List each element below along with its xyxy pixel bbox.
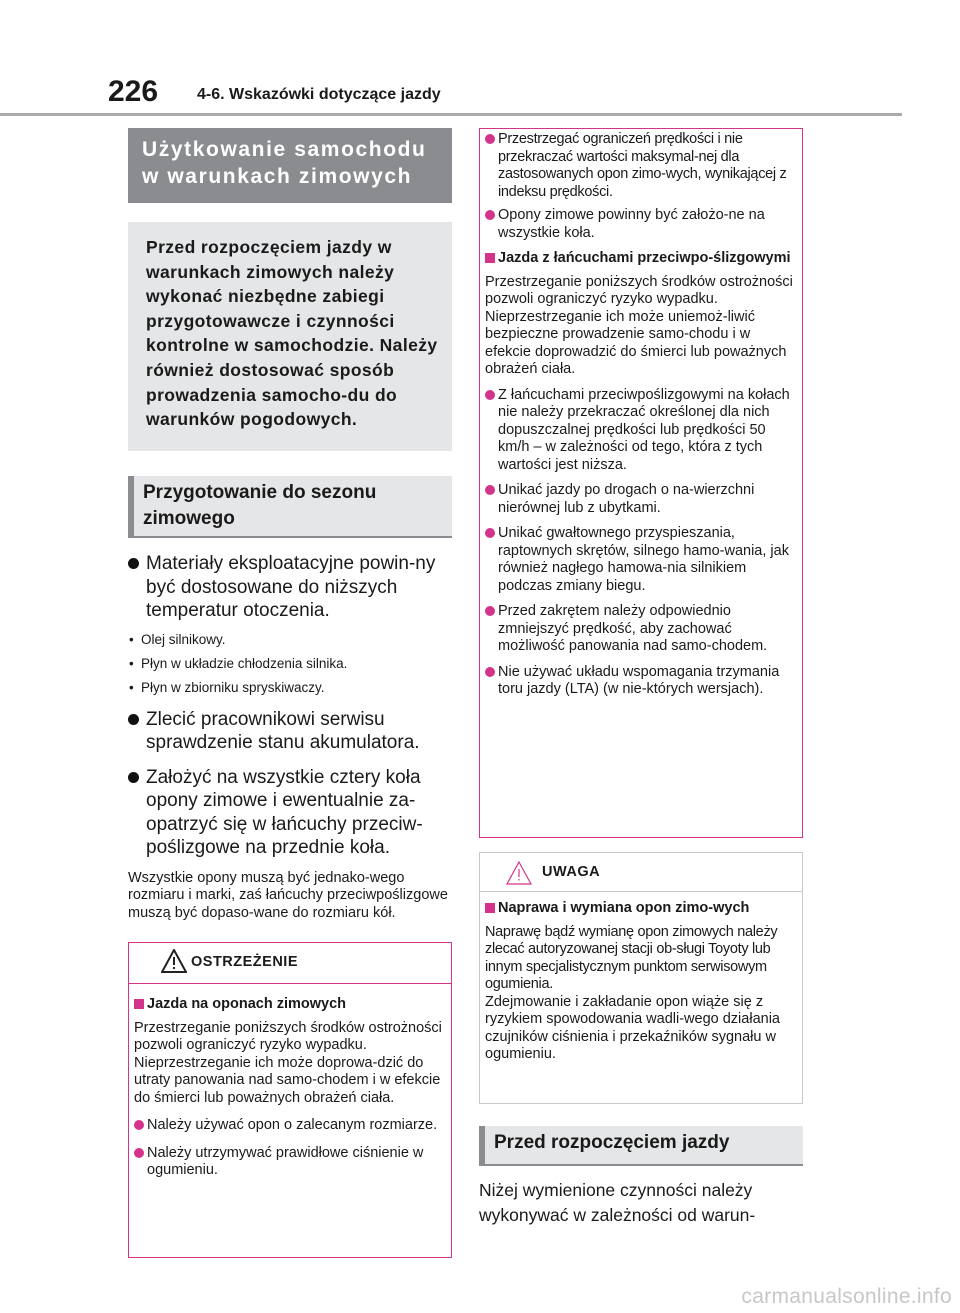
- notice-heading: [485, 900, 794, 918]
- warning-item: [485, 664, 794, 699]
- chapter-title: Użytkowanie samochodu w warunkach zimowych: [128, 128, 452, 203]
- warning-heading-text: Jazda na oponach zimowych: [147, 996, 347, 1012]
- warning-heading: [134, 996, 443, 1014]
- warning-item-text: Należy używać opon o zalecanym rozmiarze.: [147, 1117, 438, 1133]
- warning-item: [485, 525, 794, 595]
- warning-item-text: Nie używać układu wspomagania trzymania toru jazdy (LTA) (w nie-których wersjach).: [498, 663, 780, 697]
- square-bullet-icon: [485, 903, 495, 913]
- warning-header: [129, 943, 451, 984]
- section-title: 4-6. Wskazówki dotyczące jazdy: [197, 86, 441, 103]
- warning-item-text: Opony zimowe powinny być założo-ne na wszystkie koła.: [498, 207, 765, 241]
- bullet-icon: [485, 390, 495, 400]
- warning-body: [480, 129, 802, 709]
- warning-triangle-icon: [161, 949, 187, 973]
- bullet-icon: [485, 485, 495, 495]
- warning-item: [134, 1117, 443, 1135]
- warning-paragraph: Przestrzeganie poniższych środków ostrożności pozwoli ograniczyć ryzyko wypadku.: [134, 1019, 442, 1053]
- bullet-tyres: [128, 766, 452, 860]
- warning-item: [485, 482, 794, 517]
- bullet-battery: [128, 708, 452, 755]
- list-item: • Płyn w układzie chłodzenia silnika.: [128, 655, 452, 673]
- bullet-icon: [128, 772, 139, 783]
- notice-body: [480, 892, 802, 1074]
- square-bullet-icon: [134, 999, 144, 1009]
- warning-item-text: Z łańcuchami przeciwpoślizgowymi na kołach nie należy przekraczać określonej dla nich dopuszczalnej prędkości lub prędkości 50 km/h – w zależności od tego, która z tych wartości jest niższa.: [498, 386, 790, 473]
- bullet-icon: [485, 667, 495, 677]
- right-column: [479, 128, 803, 1227]
- bullet-icon: [134, 1148, 144, 1158]
- bullet-text: Założyć na wszystkie cztery koła opony zimowe i ewentualnie za-opatrzyć się w łańcuchy przeciw-poślizgowe na przednie koła.: [146, 766, 423, 858]
- bullet-icon: [128, 558, 139, 569]
- warning-paragraph: Nieprzestrzeganie ich może doprowa-dzić do utraty panowania nad samo-chodem i w efekcie do śmierci lub poważnych obrażeń ciała.: [134, 1054, 441, 1106]
- notice-box: [479, 852, 803, 1104]
- warning-item-text: Unikać gwałtownego przyspieszania, raptownych skrętów, silnego hamo-wania, jak również nagłego hamowa-nia silnikiem podczas zmiany biegu.: [498, 525, 789, 594]
- subheading-winter-prep: Przygotowanie do sezonu zimowego: [128, 476, 452, 538]
- page-header: [0, 0, 960, 118]
- square-bullet-icon: [485, 253, 495, 263]
- bullet-icon: [485, 134, 495, 144]
- tyre-note: Wszystkie opony muszą być jednako-wego rozmiaru i marki, zaś łańcuchy przeciwpoślizgowe muszą być dopaso-wane do rozmiaru kół.: [128, 869, 448, 921]
- warning-item-text: Należy utrzymywać prawidłowe ciśnienie w ogumieniu.: [147, 1144, 424, 1178]
- notice-paragraph: Zdejmowanie i zakładanie opon wiąże się z ryzykiem spowodowania wadli-wego działania czujników ciśnienia i przekaźników sygnału w ogumieniu.: [485, 993, 780, 1062]
- notice-header: [480, 853, 802, 892]
- warning-item: [485, 603, 794, 656]
- warning-heading: [485, 250, 794, 268]
- bullet-icon: [485, 528, 495, 538]
- warning-item: [134, 1145, 443, 1180]
- warning-body: [129, 984, 451, 1190]
- bullet-icon: [485, 606, 495, 616]
- warning-heading-text: Jazda z łańcuchami przeciwpo-ślizgowymi: [498, 250, 791, 266]
- bullet-icon: [485, 210, 495, 220]
- intro-box: Przed rozpoczęciem jazdy w warunkach zimowych należy wykonać niezbędne zabiegi przygotowawcze i czynności kontrolne w samochodzie. Należy również dostosować sposób prowadzenia samocho-du do warunków pogodowych.: [128, 222, 452, 451]
- bullet-icon: [134, 1120, 144, 1130]
- warning-item: [485, 387, 794, 475]
- caution-triangle-icon: [506, 861, 532, 885]
- page-number: 226: [108, 75, 159, 108]
- bullet-icon: [128, 714, 139, 725]
- warning-paragraph: Przestrzeganie poniższych środków ostrożności pozwoli ograniczyć ryzyko wypadku.: [485, 273, 793, 307]
- warning-paragraph: Nieprzestrzeganie ich może uniemoż-liwić bezpieczne prowadzenie samo-chodu i w efekcie doprowadzić do śmierci lub poważnych obrażeń ciała.: [485, 308, 787, 377]
- bullet-text: Materiały eksploatacyjne powin-ny być dostosowane do niższych temperatur otoczenia.: [146, 553, 436, 621]
- warning-item: [485, 131, 794, 201]
- warning-item: [485, 207, 794, 242]
- watermark: carmanualsonline.info: [741, 1285, 952, 1308]
- notice-heading-text: Naprawa i wymiana opon zimo-wych: [498, 900, 750, 916]
- bullet-fluids: [128, 552, 452, 623]
- subheading-before-driving: Przed rozpoczęciem jazdy: [479, 1126, 803, 1166]
- warning-item-text: Przed zakrętem należy odpowiednio zmniejszyć prędkość, aby zachować możliwość panowania nad samo-chodem.: [498, 603, 768, 654]
- warning-box-continued: [479, 128, 803, 838]
- warning-box: [128, 942, 452, 1258]
- list-item: • Płyn w zbiorniku spryskiwaczy.: [128, 679, 452, 697]
- bullet-text: Zlecić pracownikowi serwisu sprawdzenie stanu akumulatora.: [146, 708, 420, 753]
- header-divider: [0, 113, 902, 116]
- warning-item-text: Unikać jazdy po drogach o na-wierzchni nierównej lub z ubytkami.: [498, 482, 755, 516]
- bottom-paragraph: Niżej wymienione czynności należy wykonywać w zależności od warun-: [479, 1180, 756, 1225]
- list-item: • Olej silnikowy.: [128, 631, 452, 649]
- fluid-list: [128, 631, 452, 697]
- warning-item-text: Przestrzegać ograniczeń prędkości i nie przekraczać wartości maksymal-nej dla zastosowanych opon zimo-wych, wynikającej z indeksu prędkości.: [498, 131, 787, 200]
- left-column: [128, 128, 452, 1258]
- notice-paragraph: Naprawę bądź wymianę opon zimowych należy zlecać autoryzowanej stacji ob-sługi Toyoty lub innym specjalistycznym punktom serwisowym ogumienia.: [485, 923, 778, 992]
- warning-label: OSTRZEŻENIE: [191, 954, 299, 970]
- notice-label: UWAGA: [542, 864, 601, 880]
